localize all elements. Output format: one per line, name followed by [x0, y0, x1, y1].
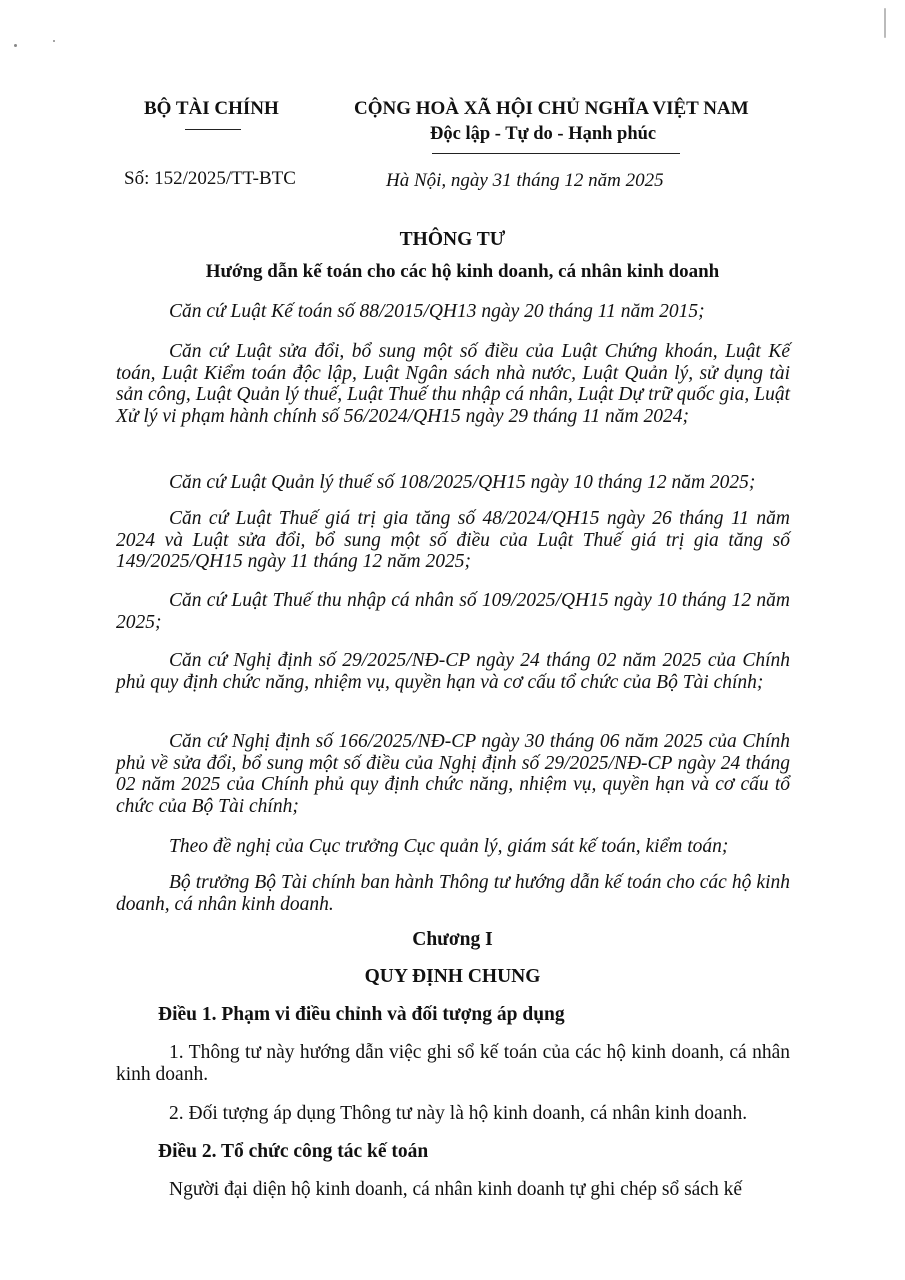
preamble-item: Căn cứ Luật Kế toán số 88/2015/QH13 ngày 20 tháng 11 năm 2015;: [169, 301, 705, 322]
article-1-clause-1: 1. Thông tư này hướng dẫn việc ghi sổ kế toán của các hộ kinh doanh, cá nhân kinh doanh.: [116, 1042, 790, 1085]
ministry-name: BỘ TÀI CHÍNH: [144, 98, 279, 119]
motto-underline: [432, 153, 680, 154]
scan-speck: [14, 44, 17, 47]
document-title: THÔNG TƯ: [399, 229, 506, 250]
scan-speck: [884, 8, 886, 38]
preamble-item: Căn cứ Nghị định số 29/2025/NĐ-CP ngày 24 tháng 02 năm 2025 của Chính phủ quy định chức năng, nhiệm vụ, quyền hạn và cơ cấu tổ chức của Bộ Tài chính;: [116, 650, 790, 693]
preamble-item: Căn cứ Luật Quản lý thuế số 108/2025/QH15 ngày 10 tháng 12 năm 2025;: [169, 472, 756, 493]
national-motto: Độc lập - Tự do - Hạnh phúc: [430, 124, 657, 144]
document-number: Số: 152/2025/TT-BTC: [124, 168, 296, 189]
preamble-item: Căn cứ Nghị định số 166/2025/NĐ-CP ngày 30 tháng 06 năm 2025 của Chính phủ về sửa đổi, bổ sung một số điều của Nghị định số 29/2025/NĐ-CP ngày 24 tháng 02 năm 2025 của Chính phủ quy định chức năng, nhiệm vụ, quyền hạn và cơ cấu tổ chức của Bộ Tài chính;: [116, 731, 790, 817]
preamble-item: Theo đề nghị của Cục trưởng Cục quản lý, giám sát kế toán, kiểm toán;: [169, 836, 729, 857]
preamble-item: Căn cứ Luật Thuế giá trị gia tăng số 48/2024/QH15 ngày 26 tháng 11 năm 2024 và Luật sửa đổi, bổ sung một số điều của Luật Thuế giá trị gia tăng số 149/2025/QH15 ngày 11 tháng 12 năm 2025;: [116, 508, 790, 572]
article-2-body: Người đại diện hộ kinh doanh, cá nhân kinh doanh tự ghi chép sổ sách kế: [169, 1179, 742, 1200]
chapter-number: Chương I: [412, 929, 493, 950]
article-2-heading: Điều 2. Tổ chức công tác kế toán: [158, 1141, 429, 1162]
article-1-heading: Điều 1. Phạm vi điều chỉnh và đối tượng áp dụng: [158, 1004, 565, 1025]
article-1-clause-2: 2. Đối tượng áp dụng Thông tư này là hộ kinh doanh, cá nhân kinh doanh.: [169, 1103, 748, 1124]
country-name: CỘNG HOÀ XÃ HỘI CHỦ NGHĨA VIỆT NAM: [354, 98, 749, 119]
ministry-underline: [185, 129, 241, 130]
place-and-date: Hà Nội, ngày 31 tháng 12 năm 2025: [386, 170, 664, 191]
document-subtitle: Hướng dẫn kế toán cho các hộ kinh doanh, cá nhân kinh doanh: [205, 261, 720, 282]
preamble-item: Bộ trưởng Bộ Tài chính ban hành Thông tư hướng dẫn kế toán cho các hộ kinh doanh, cá nhân kinh doanh.: [116, 872, 790, 915]
preamble-item: Căn cứ Luật Thuế thu nhập cá nhân số 109/2025/QH15 ngày 10 tháng 12 năm 2025;: [116, 590, 790, 633]
preamble-item: Căn cứ Luật sửa đổi, bổ sung một số điều của Luật Chứng khoán, Luật Kế toán, Luật Kiểm toán độc lập, Luật Ngân sách nhà nước, Luật Quản lý, sử dụng tài sản công, Luật Quản lý thuế, Luật Thuế thu nhập cá nhân, Luật Dự trữ quốc gia, Luật Xử lý vi phạm hành chính số 56/2024/QH15 ngày 29 tháng 11 năm 2024;: [116, 341, 790, 427]
chapter-name: QUY ĐỊNH CHUNG: [364, 966, 541, 987]
scan-speck: [53, 40, 55, 42]
